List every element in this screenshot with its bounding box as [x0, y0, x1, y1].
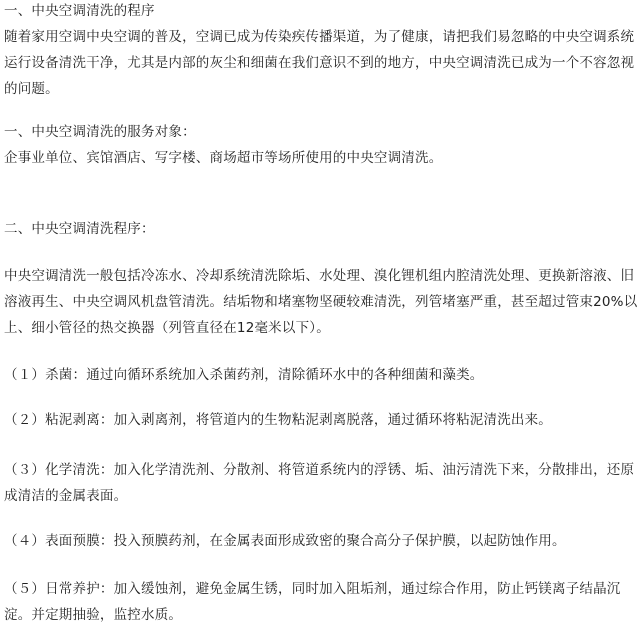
- intro-paragraph: 随着家用空调中央空调的普及，空调已成为传染疾传播渠道，为了健康，请把我们易忽略的中央空调系统运行设备清洗干净，尤其是内部的灰尘和细菌在我们意识不到的地方，中央空调清洗已成为一个不容忽视的问题。: [4, 29, 635, 97]
- step-daily-maintenance: （５）日常养护：加入缓蚀剂，避免金属生锈，同时加入阻垢剂，通过综合作用，防止钙镁离子结晶沉淀。并定期抽验，监控水质。: [4, 581, 621, 623]
- step-surface-prefilm: （４）表面预膜：投入预膜药剂，在金属表面形成致密的聚合高分子保护膜，以起防蚀作用。: [4, 533, 566, 549]
- step-chemical-cleaning: （３）化学清洗：加入化学清洗剂、分散剂、将管道系统内的浮锈、垢、油污清洗下来，分散排出，还原成清洁的金属表面。: [4, 462, 635, 504]
- section-heading-procedure: 一、中央空调清洗的程序: [4, 3, 155, 19]
- section-heading-cleaning-procedure: 二、中央空调清洗程序：: [4, 221, 155, 237]
- section-heading-service-targets: 一、中央空调清洗的服务对象：: [4, 124, 196, 140]
- procedure-overview-paragraph: 中央空调清洗一般包括冷冻水、冷却系统清洗除垢、水处理、溴化锂机组内腔清洗处理、更换新溶液、旧溶液再生、中央空调风机盘管清洗。结垢物和堵塞物坚硬较难清洗，列管堵塞严重，甚至超过管束20%以上、细小管径的热交换器（列管直径在12毫米以下）。: [4, 268, 638, 336]
- step-sterilization: （１）杀菌：通过向循环系统加入杀菌药剂，清除循环水中的各种细菌和藻类。: [4, 367, 484, 383]
- service-targets-text: 企事业单位、宾馆酒店、写字楼、商场超市等场所使用的中央空调清洗。: [4, 150, 443, 166]
- step-slime-stripping: （２）粘泥剥离：加入剥离剂，将管道内的生物粘泥剥离脱落，通过循环将粘泥清洗出来。: [4, 412, 552, 428]
